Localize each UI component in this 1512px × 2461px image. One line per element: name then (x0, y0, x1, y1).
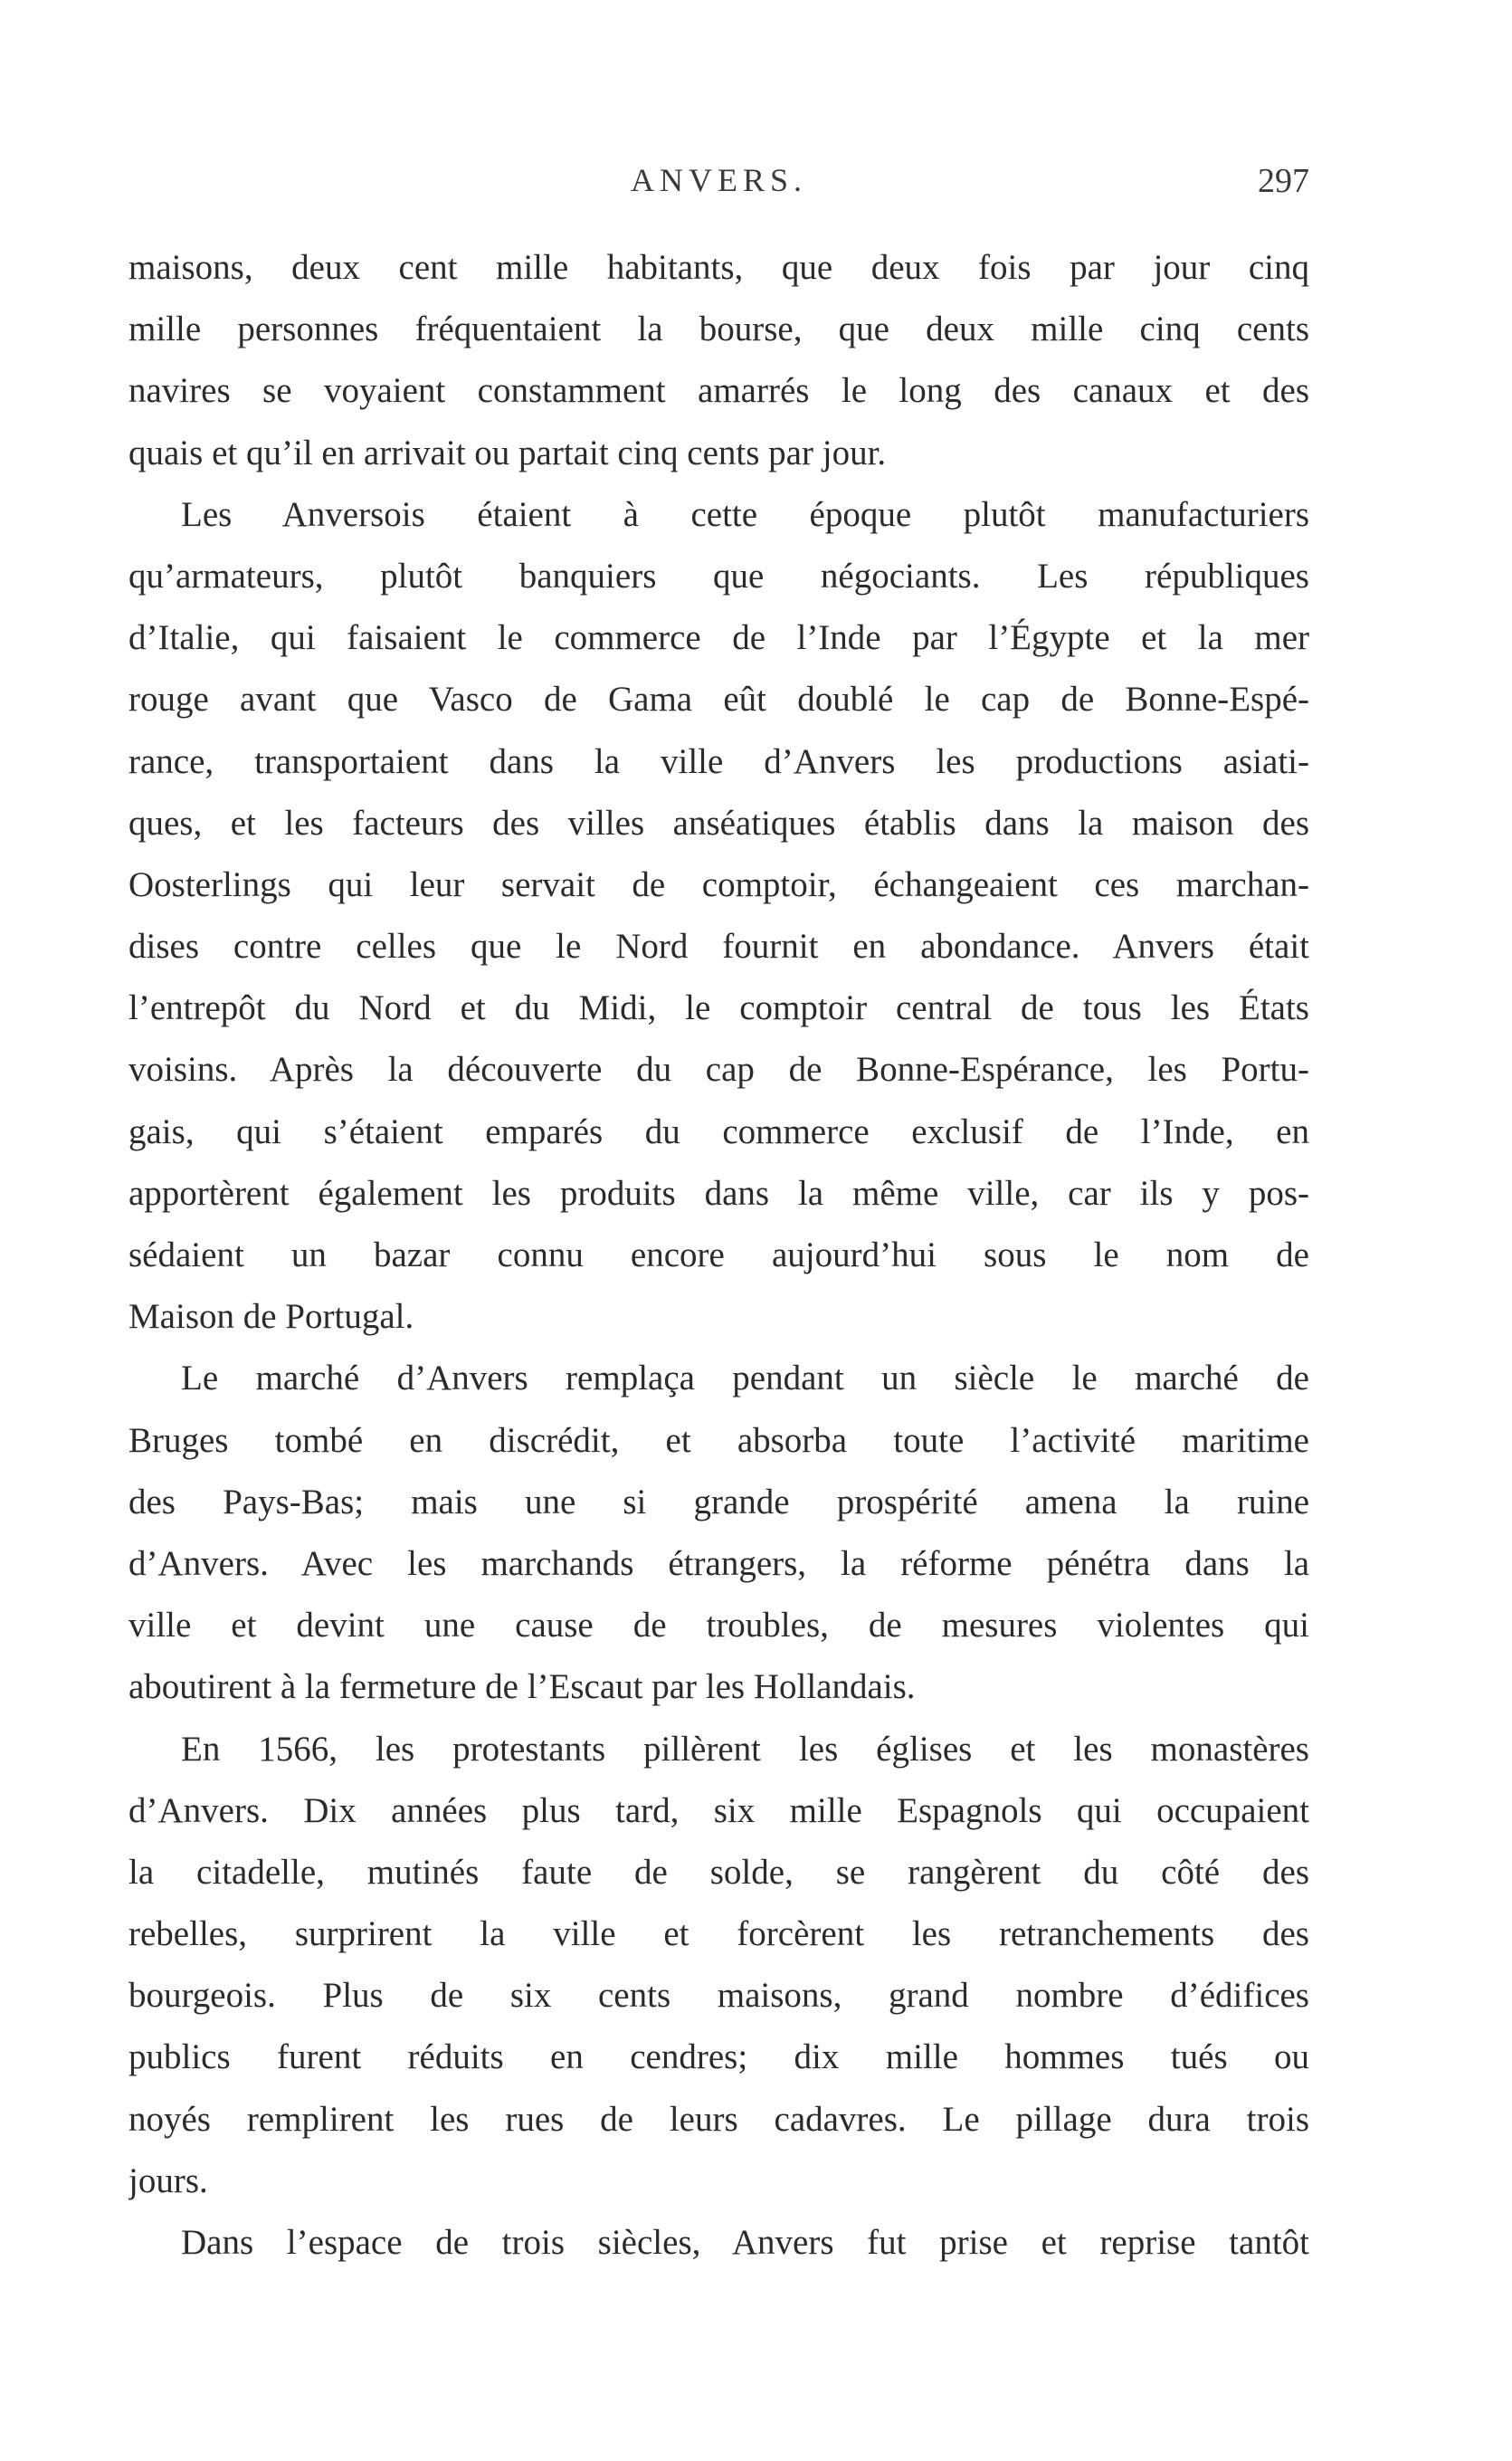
text-line: jours. (128, 2161, 208, 2200)
text-line: maisons, deux cent mille habitants, que deux fois par jour cinq (128, 248, 1309, 287)
text-line: noyés remplirent les rues de leurs cadavres. Le pillage dura trois (128, 2099, 1309, 2139)
text-line: ville et devint une cause de troubles, de mesures violentes qui (128, 1606, 1309, 1645)
text-line: Bruges tombé en discrédit, et absorba toute l’activité maritime (128, 1420, 1309, 1460)
text-line: ques, et les facteurs des villes anséatiques établis dans la maison des (128, 803, 1309, 843)
text-line: d’Anvers. Avec les marchands étrangers, la réforme pénétra dans la (128, 1543, 1309, 1583)
text-line: sédaient un bazar connu encore aujourd’hui sous le nom de (128, 1235, 1309, 1274)
text-line: d’Italie, qui faisaient le commerce de l’Inde par l’Égypte et la mer (128, 618, 1309, 658)
text-line: bourgeois. Plus de six cents maisons, grand nombre d’édifices (128, 1976, 1309, 2016)
page-number: 297 (1258, 162, 1309, 200)
text-line: Oosterlings qui leur servait de comptoir, échangeaient ces marchan- (128, 864, 1309, 904)
text-line: apportèrent également les produits dans la même ville, car ils y pos- (128, 1173, 1309, 1213)
text-line: En 1566, les protestants pillèrent les églises et les monastères (181, 1729, 1309, 1769)
text-line: dises contre celles que le Nord fournit en abondance. Anvers était (128, 927, 1309, 967)
text-line: rance, transportaient dans la ville d’Anvers les productions asiati- (128, 741, 1309, 781)
text-line: mille personnes fréquentaient la bourse, que deux mille cinq cents (128, 310, 1309, 349)
text-line: rebelles, surprirent la ville et forcèrent les retranchements des (128, 1914, 1309, 1954)
page-header (128, 161, 1309, 206)
text-line: d’Anvers. Dix années plus tard, six mille Espagnols qui occupaient (128, 1790, 1309, 1830)
text-line: qu’armateurs, plutôt banquiers que négociants. Les républiques (128, 556, 1309, 596)
running-title: ANVERS. (630, 162, 808, 198)
text-line: des Pays-Bas; mais une si grande prospérité amena la ruine (128, 1482, 1309, 1521)
text-line: navires se voyaient constamment amarrés le long des canaux et des (128, 371, 1309, 411)
text-line: quais et qu’il en arrivait ou partait cinq cents par jour. (128, 433, 887, 472)
text-line: l’entrepôt du Nord et du Midi, le comptoir central de tous les États (128, 988, 1309, 1028)
body-text (128, 237, 1309, 2274)
text-line: rouge avant que Vasco de Gama eût doublé le cap de Bonne-Espé- (128, 680, 1309, 720)
text-line: gais, qui s’étaient emparés du commerce exclusif de l’Inde, en (128, 1111, 1309, 1151)
text-line: voisins. Après la découverte du cap de Bonne-Espérance, les Portu- (128, 1050, 1309, 1090)
text-line: Le marché d’Anvers remplaça pendant un siècle le marché de (181, 1359, 1309, 1398)
text-line: la citadelle, mutinés faute de solde, se rangèrent du côté des (128, 1852, 1309, 1892)
text-line: Les Anversois étaient à cette époque plutôt manufacturiers (181, 494, 1309, 534)
text-line: aboutirent à la fermeture de l’Escaut par les Hollandais. (128, 1667, 916, 1707)
text-line: publics furent réduits en cendres; dix mille hommes tués ou (128, 2037, 1309, 2077)
text-line: Maison de Portugal. (128, 1297, 414, 1337)
text-line: Dans l’espace de trois siècles, Anvers fut prise et reprise tantôt (181, 2223, 1309, 2262)
